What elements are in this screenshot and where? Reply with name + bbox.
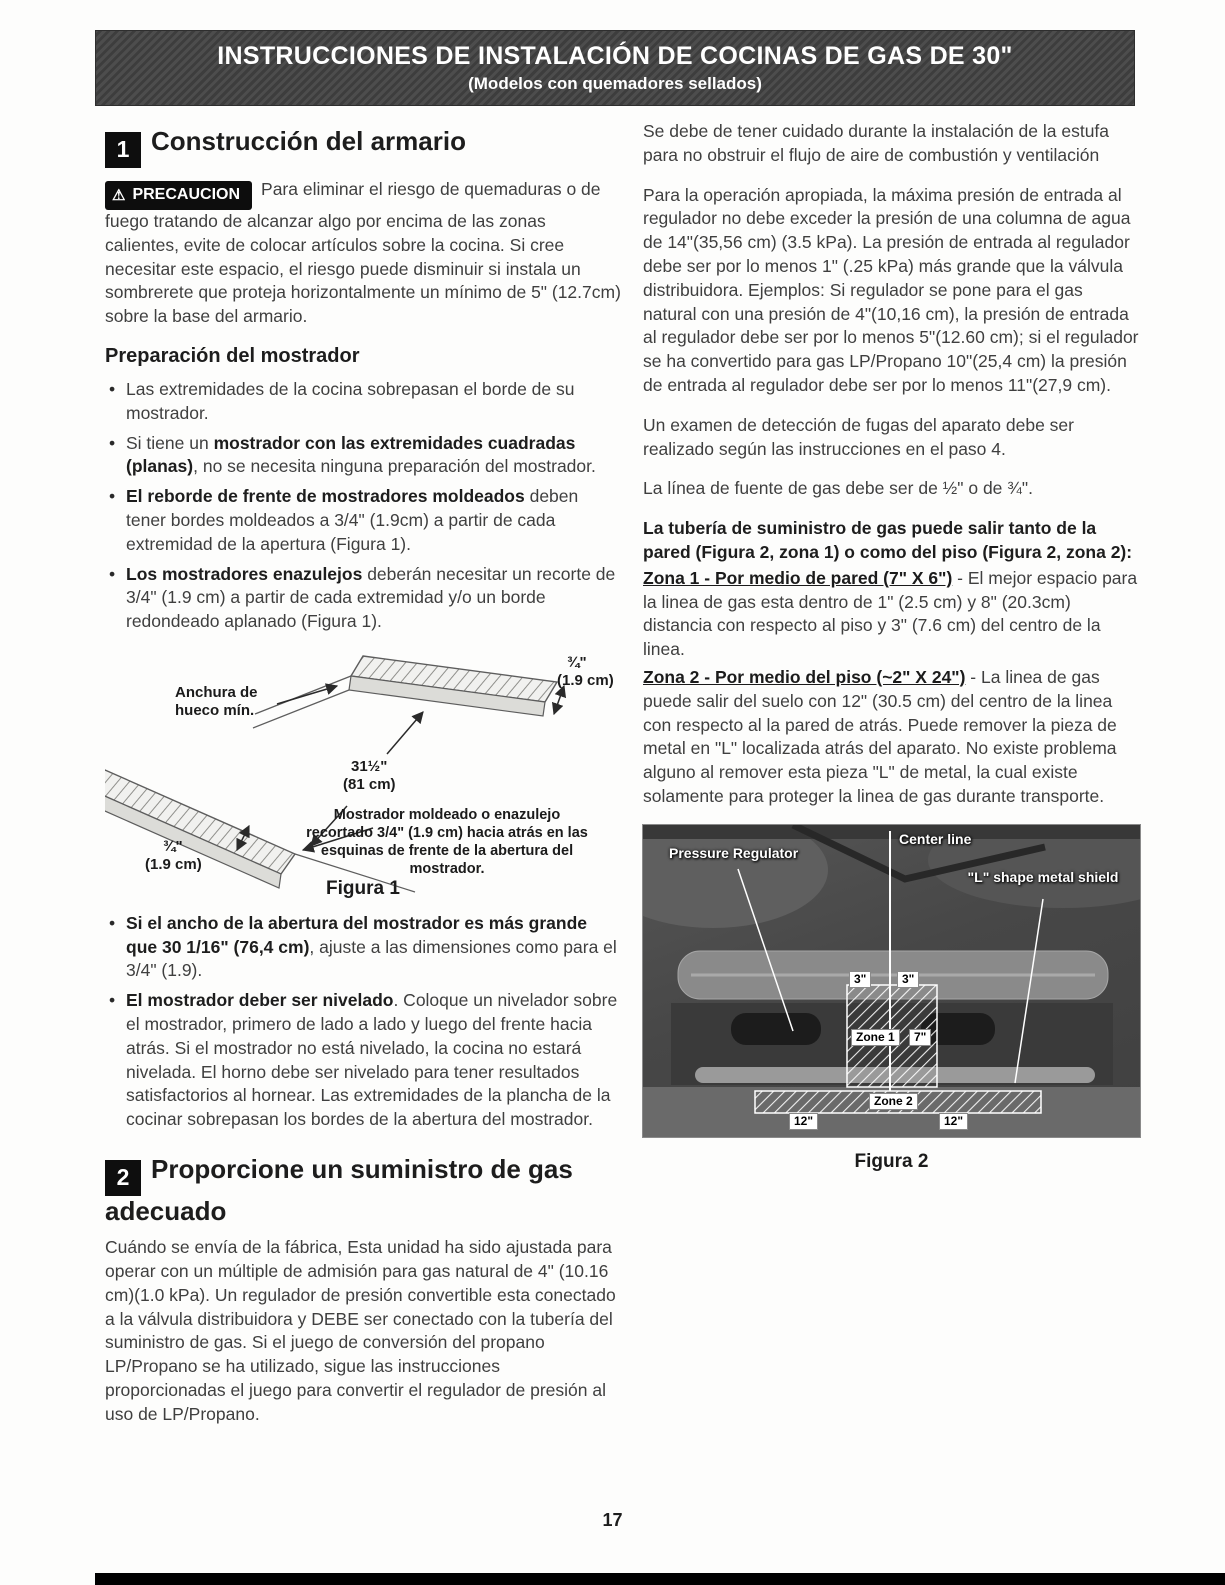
bullet-bold: El reborde de frente de mostradores moldeados — [126, 486, 525, 507]
figure-1-caption: Figura 1 — [326, 877, 400, 899]
left-column — [105, 126, 621, 1443]
section-2-heading — [105, 1154, 621, 1226]
bullet-text: , ajuste a las dimensiones como para el 3/4" (1.9). — [126, 936, 617, 981]
zone-2-label: Zone 2 — [869, 1093, 918, 1110]
fig1-dim-top-inches: ¾" — [567, 653, 587, 671]
fig1-dim-bl-inches: ¾" — [163, 837, 183, 855]
list-item — [105, 912, 621, 983]
figure-2-caption: Figura 2 — [854, 1150, 929, 1172]
zone-1-label: Zone 1 — [851, 1029, 900, 1046]
bullet-text: deben tener bordes moldeados a 3/4" (1.9cm) a partir de cada extremidad de la apertura (Figura 1). — [126, 486, 579, 554]
zona-2-paragraph — [643, 666, 1140, 809]
prep-bullet-list — [105, 378, 621, 634]
zona-2-text: - La linea de gas puede salir del suelo con 12" (30.5 cm) del centro de la linea con respecto al la pared de atrás. Puede remover la pieza de metal en "L" localizada atrás del aparato. No existe problema alguno al remover esta pieza "L" de metal, la cual existe solamente para proteger la linea de gas durante transporte. — [643, 666, 1117, 806]
fig1-width-inches: 31½" — [351, 757, 388, 775]
tuberia-heading: La tubería de suministro de gas puede salir tanto de la pared (Figura 2, zona 1) o como del piso (Figura 2, zona 2): — [643, 518, 1133, 562]
dim-7-label: 7" — [909, 1029, 931, 1046]
counter-bullet-list — [105, 912, 621, 1132]
section-2-title: Proporcione un suministro de gas adecuado — [105, 1154, 573, 1226]
list-item — [105, 989, 621, 1132]
paragraph-line-size: La línea de fuente de gas debe ser de ½" o de ¾". — [643, 478, 1033, 499]
list-item — [105, 432, 621, 480]
bullet-text: . Coloque un nivelador sobre el mostrador, primero de lado a lado y luego del frente hacia atrás. Si el mostrador no está nivelado, la cocina no estará nivelada. El horno debe ser nivelado para tener resultados satisfactorios al hornear. Las extremidades de la plancha de la cocinar sobrepasan los bordes de la abertura del mostrador. — [126, 990, 618, 1130]
fig1-note: Mostrador moldeado o enazulejo recortado 3/4" (1.9 cm) hacia atrás en las esquinas de frente de la abertura del mostrador. — [306, 806, 588, 878]
zona-2-heading: Zona 2 - Por medio del piso (~2" X 24") — [643, 666, 966, 687]
zona-1-heading: Zona 1 - Por medio de pared (7" X 6") — [643, 567, 953, 588]
precaucion-paragraph — [105, 178, 621, 329]
bullet-text: Las extremidades de la cocina sobrepasan el borde de su mostrador. — [126, 378, 575, 423]
document-subtitle: (Modelos con quemadores sellados) — [468, 74, 762, 93]
bullet-text: Si tiene un — [126, 432, 214, 453]
zona-1-text: - El mejor espacio para la linea de gas esta dentro de 1" (2.5 cm) y 8" (20.3cm) distancia con respecto al piso y 3" (7.6 cm) del centro de la linea. — [643, 567, 1138, 660]
fig1-anchura-label: Anchura de hueco mín. — [175, 683, 258, 719]
paragraph-leak-test: Un examen de detección de fugas del aparato debe ser realizado según las instrucciones en el paso 4. — [643, 414, 1074, 459]
section-2-badge: 2 — [105, 1160, 141, 1196]
dim-12b-label: 12" — [939, 1113, 968, 1130]
bullet-text: deberán necesitar un recorte de 3/4" (1.9 cm) a partir de cada extremidad y/o un borde redondeado aplanado (Figura 1). — [126, 563, 616, 632]
prep-mostrador-heading: Preparación del mostrador — [105, 344, 360, 367]
page-number: 17 — [602, 1510, 623, 1530]
bullet-text: , no se necesita ninguna preparación del mostrador. — [193, 456, 596, 477]
header-banner — [95, 30, 1135, 106]
precaucion-badge — [105, 181, 252, 210]
bullet-bold: mostrador con las extremidades cuadradas (planas) — [126, 432, 576, 477]
warning-icon: ⚠ — [112, 186, 126, 204]
bullet-bold: El mostrador deber ser nivelado — [126, 990, 394, 1011]
right-column — [643, 120, 1140, 1173]
list-item — [105, 378, 621, 426]
list-item — [105, 485, 621, 556]
figure-1 — [105, 642, 621, 900]
section-1-badge: 1 — [105, 132, 141, 168]
fig1-width-cm: (81 cm) — [343, 775, 396, 793]
section-1-title: Construcción del armario — [151, 126, 466, 156]
precaucion-text: Para eliminar el riesgo de quemaduras o de fuego tratando de alcanzar algo por encima de las zonas calientes, evite de colocar artículos sobre la cocina. Si cree necesitar este espacio, el riesgo puede disminuir si instala un sombrerete que proteja horizontalmente un mínimo de 5" (12.7cm) sobre la base del armario. — [105, 178, 621, 327]
dim-12a-label: 12" — [789, 1113, 818, 1130]
l-shield-label: "L" shape metal shield — [967, 868, 1119, 885]
fig1-dim-bl-cm: (1.9 cm) — [145, 855, 202, 873]
fig1-dim-top-cm: (1.9 cm) — [557, 671, 614, 689]
paragraph-install-care: Se debe de tener cuidado durante la instalación de la estufa para no obstruir el flujo de aire de combustión y ventilación — [643, 121, 1110, 165]
bullet-bold: Los mostradores enazulejos — [126, 563, 363, 584]
section-2-body: Cuándo se envía de la fábrica, Esta unidad ha sido ajustada para operar con un múltiple de admisión para gas natural de 4" (10.16 cm)(1.0 kPa). Un regulador de presión convertible esta conectado a la válvula distribuidora y DEBE ser conectado con la tubería del suministro de gas. Si el juego de conversión del propano LP/Propano se ha utilizado, sigue las instrucciones proporcionadas el juego para convertir el regulador de presión al uso de LP/Propano. — [105, 1237, 616, 1424]
document-title: INSTRUCCIONES DE INSTALACIÓN DE COCINAS DE GAS DE 30" — [217, 42, 1013, 70]
center-line-label: Center line — [899, 830, 972, 847]
dim-3a-label: 3" — [849, 971, 871, 988]
pressure-regulator-label: Pressure Regulator — [669, 844, 799, 861]
dim-3b-label: 3" — [897, 971, 919, 988]
section-1-heading — [105, 126, 621, 168]
precaucion-label: PRECAUCION — [132, 186, 241, 204]
list-item — [105, 563, 621, 634]
zona-1-paragraph — [643, 567, 1140, 662]
figure-2 — [643, 825, 1140, 1137]
bottom-rule — [95, 1573, 1225, 1585]
paragraph-pressure: Para la operación apropiada, la máxima presión de entrada al regulador no debe exceder la presión de una columna de agua de 14"(35,56 cm) (3.5 kPa). La presión de entrada al regulador debe ser por lo menos 1" (.25 kPa) más grande que la válvula distribuidora. Ejemplos: Si regulador se pone para el gas natural con una presión de 4"(10,16 cm), la presión de entrada al regulador debe ser por lo menos 5"(12.60 cm); si el regulador se ha convertido para gas LP/Propano 10"(25,4 cm) la presión de entrada al regulador debe ser por lo menos 11"(27,9 cm). — [643, 184, 1139, 395]
bullet-bold: Si el ancho de la abertura del mostrador es más grande que 30 1/16" (76,4 cm) — [126, 912, 587, 957]
